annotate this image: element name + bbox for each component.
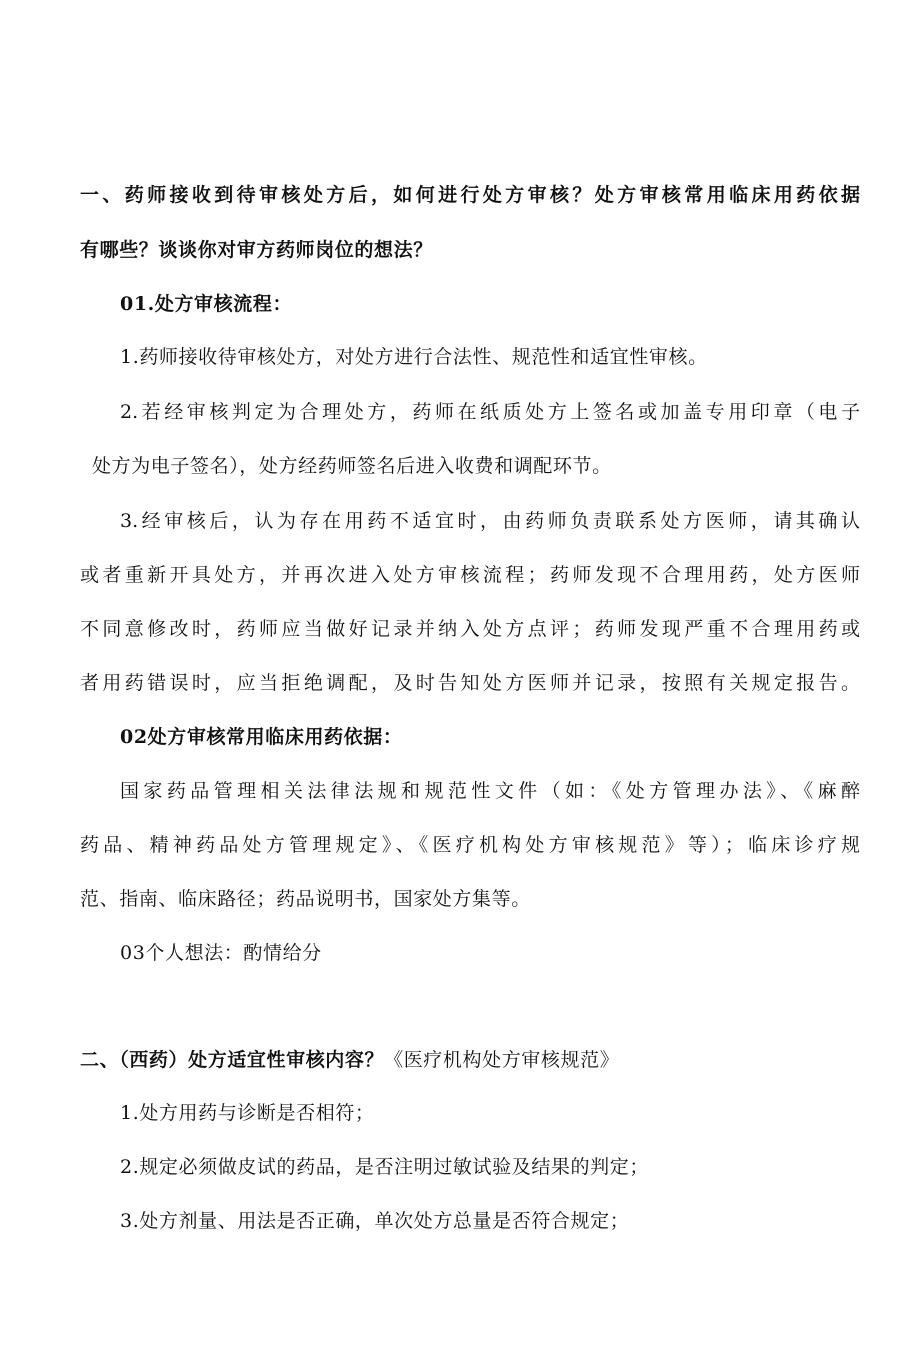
section1-item2-line1: 2.若经审核判定为合理处方，药师在纸质处方上签名或加盖专用印章（电子 <box>120 401 860 423</box>
section1-title-line2: 有哪些？谈谈你对审方药师岗位的想法？ <box>80 239 433 261</box>
section1-item3-line1: 3.经审核后，认为存在用药不适宜时，由药师负责联系处方医师，请其确认 <box>120 510 860 532</box>
section1-sub2-heading: 02处方审核常用临床用药依据： <box>120 726 403 748</box>
section1-title-line1: 一、药师接收到待审核处方后，如何进行处方审核？处方审核常用临床用药依据 <box>80 184 860 206</box>
section2-item1: 1.处方用药与诊断是否相符； <box>120 1102 375 1124</box>
section1-item3-line4: 者用药错误时，应当拒绝调配，及时告知处方医师并记录，按照有关规定报告。 <box>80 672 860 694</box>
section2-item2: 2.规定必须做皮试的药品，是否注明过敏试验及结果的判定； <box>120 1156 649 1178</box>
section2-title <box>80 1046 860 1074</box>
section1-sub1-heading: 01.处方审核流程： <box>120 293 293 315</box>
section1-item3-line2: 或者重新开具处方，并再次进入处方审核流程；药师发现不合理用药，处方医师 <box>80 564 860 586</box>
section1-item3-line3: 不同意修改时，药师应当做好记录并纳入处方点评；药师发现严重不合理用药或 <box>80 618 860 640</box>
section1-basis-line2: 药品、精神药品处方管理规定》、《医疗机构处方审核规范》等）；临床诊疗规 <box>80 834 860 856</box>
section1-basis-line1: 国家药品管理相关法律法规和规范性文件（如：《处方管理办法》、《麻醉 <box>120 780 860 802</box>
section1-sub3-heading: 03个人想法：酌情给分 <box>120 942 322 964</box>
section2-title-text: 二、（西药）处方适宜性审核内容？ <box>80 1049 385 1071</box>
section2-item3: 3.处方剂量、用法是否正确，单次处方总量是否符合规定； <box>120 1210 630 1232</box>
section1-item1: 1.药师接收待审核处方，对处方进行合法性、规范性和适宜性审核。 <box>120 346 708 368</box>
section2-title-reference: 《医疗机构处方审核规范》 <box>384 1049 620 1071</box>
section1-item2-line2: 处方为电子签名），处方经药师签名后进入收费和调配环节。 <box>92 455 612 477</box>
section1-basis-line3: 范、指南、临床路径；药品说明书，国家处方集等。 <box>80 888 531 910</box>
